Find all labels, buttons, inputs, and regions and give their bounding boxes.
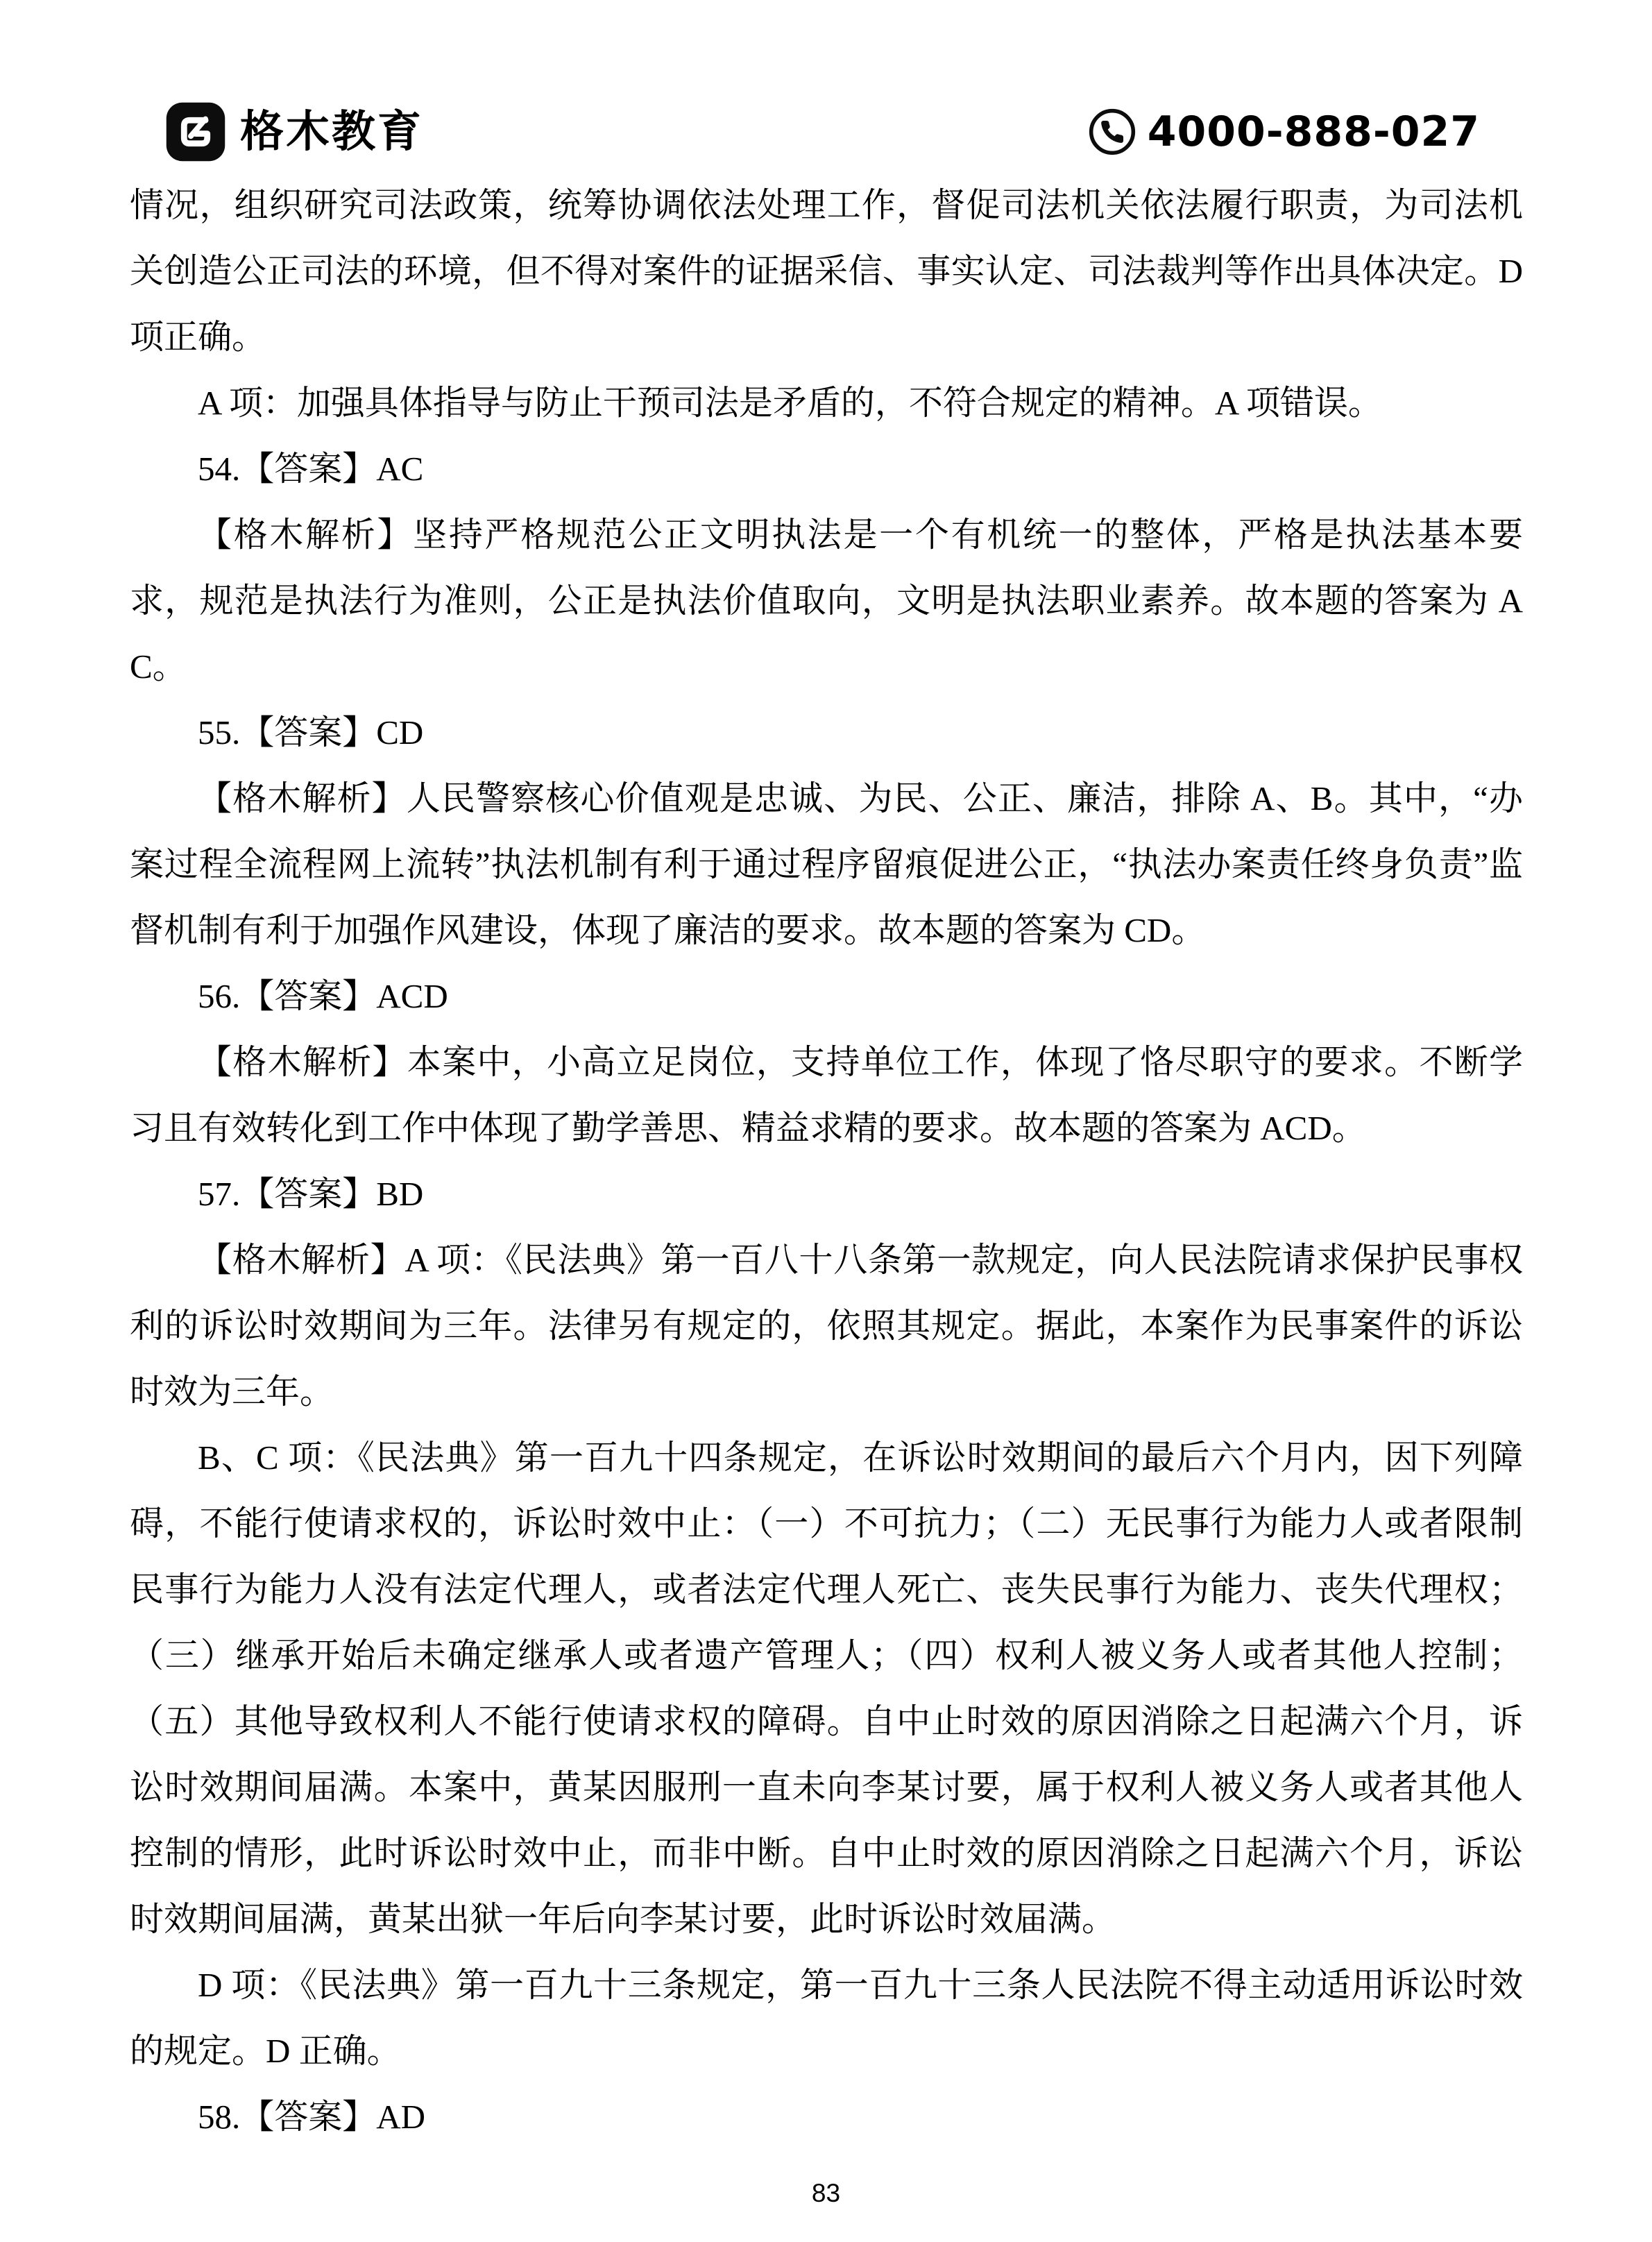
page-footer [0, 2180, 1652, 2206]
page-number: 83 [811, 2179, 841, 2207]
page-header [165, 97, 1480, 167]
phone-number: 4000-888-027 [1147, 108, 1480, 156]
brand-name: 格木教育 [240, 107, 423, 156]
paragraph: 54.【答案】AC [198, 450, 424, 488]
paragraph: B、C 项：《民法典》第一百九十四条规定，在诉讼时效期间的最后六个月内，因下列障碍，不能行使请求权的，诉讼时效中止：（一）不可抗力；（二）无民事行为能力人或者限制民事行为能力人没有法定代理人，或者法定代理人死亡、丧失民事行为能力、丧失代理权；（三）继承开始后未确定继承人或者遗产管理人；（四）权利人被义务人或者其他人控制；（五）其他导致权利人不能行使请求权的障碍。自中止时效的原因消除之日起满六个月，诉讼时效期间届满。本案中，黄某因服刑一直未向李某讨要，属于权利人被义务人或者其他人控制的情形，此时诉讼时效中止，而非中断。自中止时效的原因消除之日起满六个月，诉讼时效期间届满，黄某出狱一年后向李某讨要，此时诉讼时效届满。 [130, 1438, 1523, 1938]
paragraph: 56.【答案】ACD [198, 977, 448, 1015]
paragraph: 【格木解析】人民警察核心价值观是忠诚、为民、公正、廉洁，排除 A、B。其中，“办案过程全流程网上流转”执法机制有利于通过程序留痕促进公正，“执法办案责任终身负责”监督机制有利于加强作风建设，体现了廉洁的要求。故本题的答案为 CD。 [130, 779, 1523, 949]
paragraph: 【格木解析】A 项：《民法典》第一百八十八条第一款规定，向人民法院请求保护民事权利的诉讼时效期间为三年。法律另有规定的，依照其规定。据此，本案作为民事案件的诉讼时效为三年。 [130, 1241, 1523, 1411]
paragraph: 【格木解析】本案中，小高立足岗位，支持单位工作，体现了恪尽职守的要求。不断学习且有效转化到工作中体现了勤学善思、精益求精的要求。故本题的答案为 ACD。 [130, 1043, 1523, 1147]
brand [165, 101, 423, 162]
paragraph: 58.【答案】AD [198, 2098, 426, 2136]
paragraph: D 项：《民法典》第一百九十三条规定，第一百九十三条人民法院不得主动适用诉讼时效的规定。D 正确。 [130, 1966, 1523, 2070]
contact-phone [1088, 108, 1480, 156]
paragraph: 55.【答案】CD [198, 713, 424, 751]
gemu-logo-icon [165, 101, 226, 162]
content [130, 172, 1523, 2150]
paragraph: 57.【答案】BD [198, 1175, 424, 1213]
paragraph: 【格木解析】坚持严格规范公正文明执法是一个有机统一的整体，严格是执法基本要求，规范是执法行为准则，公正是执法价值取向，文明是执法职业素养。故本题的答案为 AC。 [130, 516, 1523, 686]
paragraph: A 项：加强具体指导与防止干预司法是矛盾的，不符合规定的精神。A 项错误。 [198, 384, 1382, 422]
paragraph: 情况，组织研究司法政策，统筹协调依法处理工作，督促司法机关依法履行职责，为司法机关创造公正司法的环境，但不得对案件的证据采信、事实认定、司法裁判等作出具体决定。D 项正确。 [130, 186, 1523, 356]
phone-icon [1088, 108, 1136, 156]
